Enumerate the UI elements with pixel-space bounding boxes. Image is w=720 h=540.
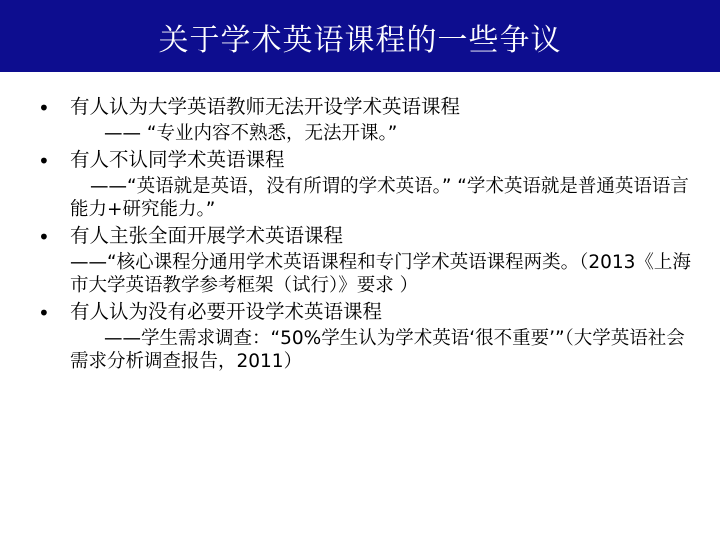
bullet-icon: •	[38, 225, 50, 249]
bullet-text: 有人主张全面开展学术英语课程	[70, 224, 344, 247]
bullet-subtext: ——“英语就是英语，没有所谓的学术英语。” “学术英语就是普通英语语言能力+研究能力。”	[70, 176, 689, 220]
bullet-item-2	[38, 147, 698, 173]
bullet-item-1	[38, 94, 698, 120]
bullet-item-4	[38, 299, 698, 325]
bullet-text: 有人认为大学英语教师无法开设学术英语课程	[70, 95, 461, 118]
bullet-icon: •	[38, 301, 50, 325]
bullet-icon: •	[38, 149, 50, 173]
bullet-list	[38, 94, 698, 375]
bullet-icon: •	[38, 96, 50, 120]
bullet-subtext: ——“核心课程分通用学术英语课程和专门学术英语课程两类。（2013《上海市大学英语教学参考框架（试行）》要求 ）	[70, 252, 691, 296]
bullet-subtext: ——学生需求调查：“50%学生认为学术英语‘很不重要’”（大学英语社会需求分析调查报告，2011）	[70, 328, 685, 372]
bullet-text: 有人不认同学术英语课程	[70, 148, 285, 171]
slide-title: 关于学术英语课程的一些争议	[158, 23, 562, 58]
bullet-item-3	[38, 223, 698, 249]
title-bar	[0, 0, 720, 72]
bullet-text: 有人认为没有必要开设学术英语课程	[70, 300, 383, 323]
bullet-subtext: —— “专业内容不熟悉，无法开课。”	[104, 123, 398, 144]
